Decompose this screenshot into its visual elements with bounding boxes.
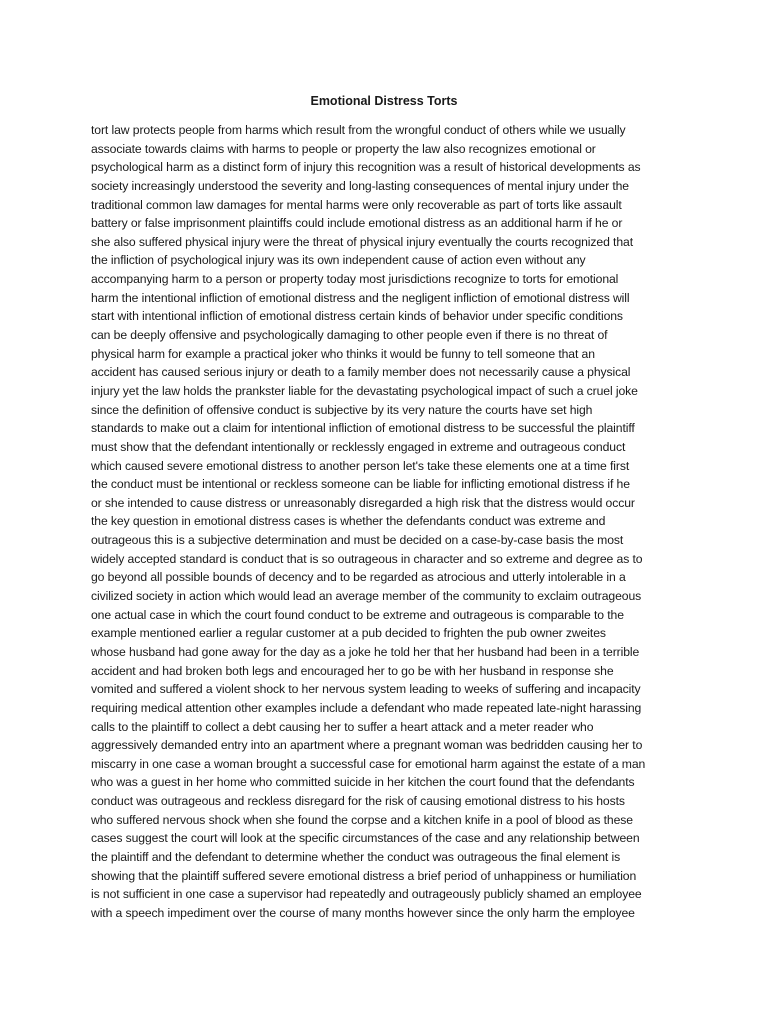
text-line: standards to make out a claim for intentional infliction of emotional distress to be successful the plaintiff <box>91 421 635 436</box>
text-line: the conduct must be intentional or reckless someone can be liable for inflicting emotional distress if he <box>91 477 630 492</box>
text-line: miscarry in one case a woman brought a successful case for emotional harm against the estate of a man <box>91 756 646 771</box>
text-line: which caused severe emotional distress to another person let's take these elements one at a time first <box>91 458 630 473</box>
text-line: accident and had broken both legs and encouraged her to go be with her husband in response she <box>91 663 614 678</box>
text-line: the plaintiff and the defendant to determine whether the conduct was outrageous the final element is <box>91 849 621 864</box>
text-line: or she intended to cause distress or unreasonably disregarded a high risk that the distress would occur <box>91 495 635 510</box>
text-line: psychological harm as a distinct form of injury this recognition was a result of historical developments as <box>91 160 641 175</box>
text-line: conduct was outrageous and reckless disregard for the risk of causing emotional distress to his hosts <box>91 794 625 809</box>
text-line: harm the intentional infliction of emotional distress and the negligent infliction of emotional distress will <box>91 290 630 305</box>
text-line: cases suggest the court will look at the specific circumstances of the case and any relationship between <box>91 831 640 846</box>
text-line: start with intentional infliction of emotional distress certain kinds of behavior under specific conditions <box>91 309 623 324</box>
text-line: is not sufficient in one case a supervisor had repeatedly and outrageously publicly shamed an employee <box>91 887 642 902</box>
text-line: she also suffered physical injury were the threat of physical injury eventually the courts recognized that <box>91 234 633 249</box>
text-line: must show that the defendant intentionally or recklessly engaged in extreme and outrageous conduct <box>91 439 626 454</box>
text-line: showing that the plaintiff suffered severe emotional distress a brief period of unhappiness or humiliation <box>91 868 637 883</box>
text-line: since the definition of offensive conduct is subjective by its very nature the courts have set high <box>91 402 593 417</box>
text-line: widely accepted standard is conduct that is so outrageous in character and so extreme and degree as to <box>91 551 643 566</box>
text-line: one actual case in which the court found conduct to be extreme and outrageous is comparable to the <box>91 607 624 622</box>
text-line: the key question in emotional distress cases is whether the defendants conduct was extreme and <box>91 514 606 529</box>
text-line: associate towards claims with harms to people or property the law also recognizes emotional or <box>91 141 596 156</box>
document-body <box>91 121 691 923</box>
text-line: battery or false imprisonment plaintiffs could include emotional distress as an additional harm if he or <box>91 216 623 231</box>
text-line: aggressively demanded entry into an apartment where a pregnant woman was bedridden causing her to <box>91 738 643 753</box>
text-line: can be deeply offensive and psychologically damaging to other people even if there is no threat of <box>91 328 608 343</box>
text-line: tort law protects people from harms which result from the wrongful conduct of others while we usually <box>91 123 626 137</box>
text-line: civilized society in action which would lead an average member of the community to exclaim outrageous <box>91 589 642 604</box>
text-line: go beyond all possible bounds of decency and to be regarded as atrocious and utterly intolerable in a <box>91 570 626 585</box>
text-line: who was a guest in her home who committed suicide in her kitchen the court found that the defendants <box>91 775 635 790</box>
text-line: traditional common law damages for mental harms were only recoverable as part of torts like assault <box>91 197 622 212</box>
text-line: society increasingly understood the severity and long-lasting consequences of mental injury under the <box>91 178 629 193</box>
text-line: with a speech impediment over the course of many months however since the only harm the employee <box>91 905 635 920</box>
text-line: injury yet the law holds the prankster liable for the devastating psychological impact of such a cruel joke <box>91 383 638 398</box>
text-line: example mentioned earlier a regular customer at a pub decided to frighten the pub owner zweites <box>91 626 606 641</box>
text-line: outrageous this is a subjective determination and must be decided on a case-by-case basis the most <box>91 533 624 548</box>
text-line: whose husband had gone away for the day as a joke he told her that her husband had been in a terrible <box>91 644 640 659</box>
document-title: Emotional Distress Torts <box>310 94 458 108</box>
text-line: physical harm for example a practical joker who thinks it would be funny to tell someone that an <box>91 346 595 361</box>
text-line: accident has caused serious injury or death to a family member does not necessarily cause a physical <box>91 365 631 380</box>
text-line: accompanying harm to a person or property today most jurisdictions recognize to torts for emotional <box>91 272 619 287</box>
text-line: calls to the plaintiff to collect a debt causing her to suffer a heart attack and a meter reader who <box>91 719 594 734</box>
text-line: who suffered nervous shock when she found the corpse and a kitchen knife in a pool of blood as these <box>91 812 633 827</box>
text-line: vomited and suffered a violent shock to her nervous system leading to weeks of suffering and incapacity <box>91 682 641 697</box>
text-line: the infliction of psychological injury was its own independent cause of action even without any <box>91 253 586 268</box>
text-line: requiring medical attention other examples include a defendant who made repeated late-night harassing <box>91 700 642 715</box>
